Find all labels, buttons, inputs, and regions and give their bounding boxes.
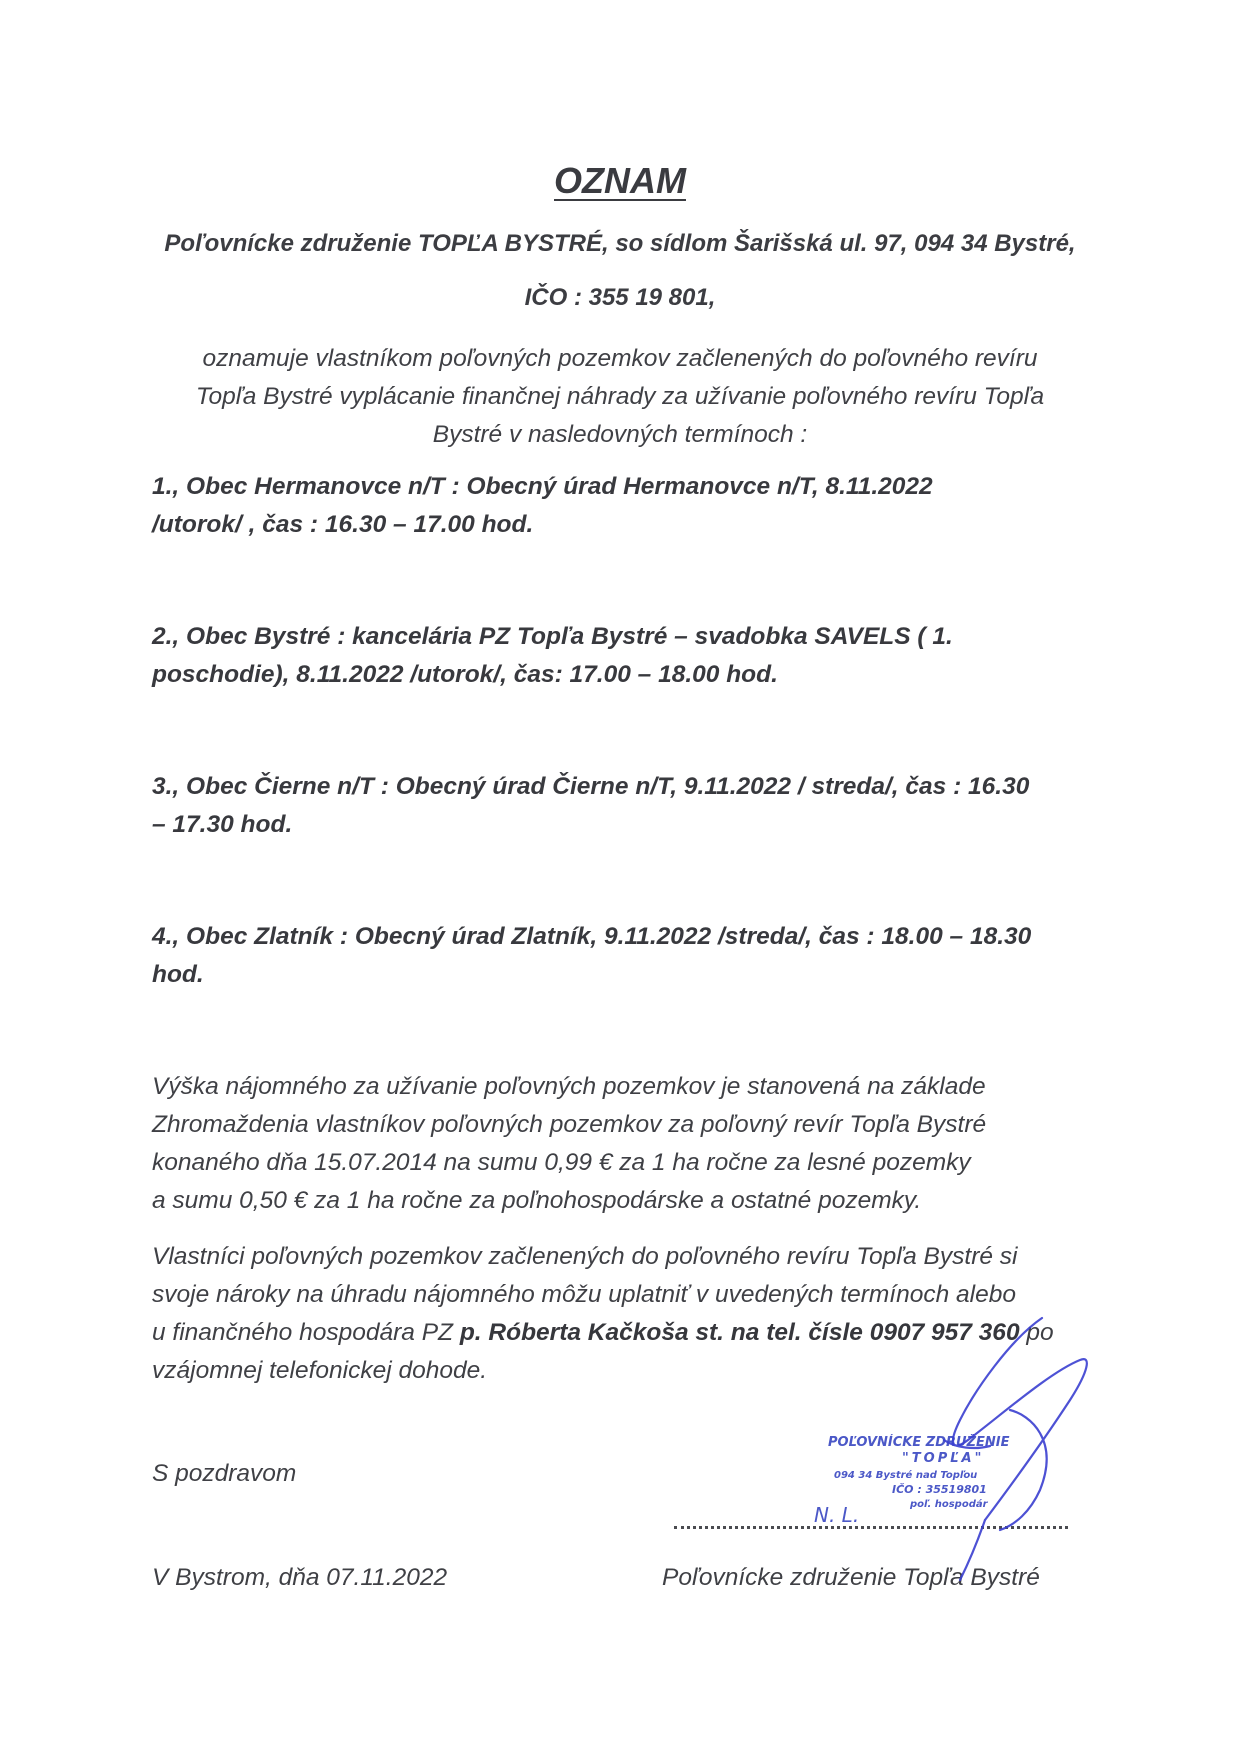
intro-paragraph (150, 340, 1090, 454)
term-line: 2., Obec Bystré : kancelária PZ Topľa Bystré – svadobka SAVELS ( 1. (152, 623, 953, 650)
ico-line: IČO : 355 19 801, (524, 284, 716, 311)
term-line: 4., Obec Zlatník : Obecný úrad Zlatník, 9.11.2022 /streda/, čas : 18.00 – 18.30 (152, 923, 1032, 950)
stamp-line: IČO : 35519801 (892, 1483, 987, 1496)
page-title: OZNAM (554, 160, 686, 201)
term-item-4 (152, 918, 1102, 994)
rent-line: a sumu 0,50 € za 1 ha ročne za poľnohospodárske a ostatné pozemky. (152, 1187, 922, 1214)
term-item-2 (152, 618, 1102, 694)
stamp-line: 094 34 Bystré nad Topľou (834, 1470, 978, 1481)
rent-paragraph (152, 1068, 1112, 1220)
intro-line: Topľa Bystré vyplácanie finančnej náhrady za užívanie poľovného revíru Topľa (195, 383, 1045, 410)
rent-line: konaného dňa 15.07.2014 na sumu 0,99 € za 1 ha ročne za lesné pozemky (152, 1149, 971, 1176)
owners-line-contact (152, 1314, 1112, 1352)
rent-line: Výška nájomného za užívanie poľovných pozemkov je stanovená na základe (152, 1073, 986, 1100)
term-item-1 (152, 468, 1102, 544)
owners-line-plain: u finančného hospodára PZ (152, 1319, 460, 1346)
stamp-line: POĽOVNÍCKE ZDRUŽENIE (828, 1435, 1010, 1450)
owners-line: svoje nároky na úhradu nájomného môžu uplatniť v uvedených termínoch alebo (152, 1281, 1016, 1308)
contact-person: p. Róberta Kačkoša st. na tel. čísle 0907 957 360 (459, 1319, 1020, 1346)
term-line: 1., Obec Hermanovce n/T : Obecný úrad Hermanovce n/T, 8.11.2022 (152, 473, 933, 500)
owners-line-end: po (1019, 1319, 1054, 1346)
rent-line: Zhromaždenia vlastníkov poľovných pozemkov za poľovný revír Topľa Bystré (152, 1111, 987, 1138)
association-stamp (800, 1380, 1100, 1580)
intro-line: oznamuje vlastníkom poľovných pozemkov začlenených do poľovného revíru (202, 345, 1038, 372)
owners-line: Vlastníci poľovných pozemkov začlenených do poľovného revíru Topľa Bystré si (152, 1243, 1018, 1270)
term-line: hod. (152, 961, 204, 988)
stamp-line: "TOPĽA" (902, 1451, 985, 1466)
term-line: poschodie), 8.11.2022 /utorok/, čas: 17.00 – 18.00 hod. (152, 661, 778, 688)
intro-line: Bystré v nasledovných termínoch : (432, 421, 808, 448)
owners-line: vzájomnej telefonickej dohode. (152, 1357, 488, 1384)
association-header: Poľovnícke združenie TOPĽA BYSTRÉ, so sídlom Šarišská ul. 97, 094 34 Bystré, (164, 230, 1076, 257)
term-item-3 (152, 768, 1102, 844)
greeting: S pozdravom (152, 1460, 297, 1487)
stamp-initials: N. L. (814, 1503, 860, 1527)
term-line: /utorok/ , čas : 16.30 – 17.00 hod. (152, 511, 534, 538)
place-date: V Bystrom, dňa 07.11.2022 (152, 1564, 448, 1591)
stamp-line: poľ. hospodár (910, 1499, 988, 1510)
signatory-name: Poľovnícke združenie Topľa Bystré (662, 1564, 1040, 1591)
owners-paragraph (152, 1238, 1112, 1390)
term-line: – 17.30 hod. (152, 811, 293, 838)
term-line: 3., Obec Čierne n/T : Obecný úrad Čierne n/T, 9.11.2022 / streda/, čas : 16.30 (152, 773, 1030, 800)
